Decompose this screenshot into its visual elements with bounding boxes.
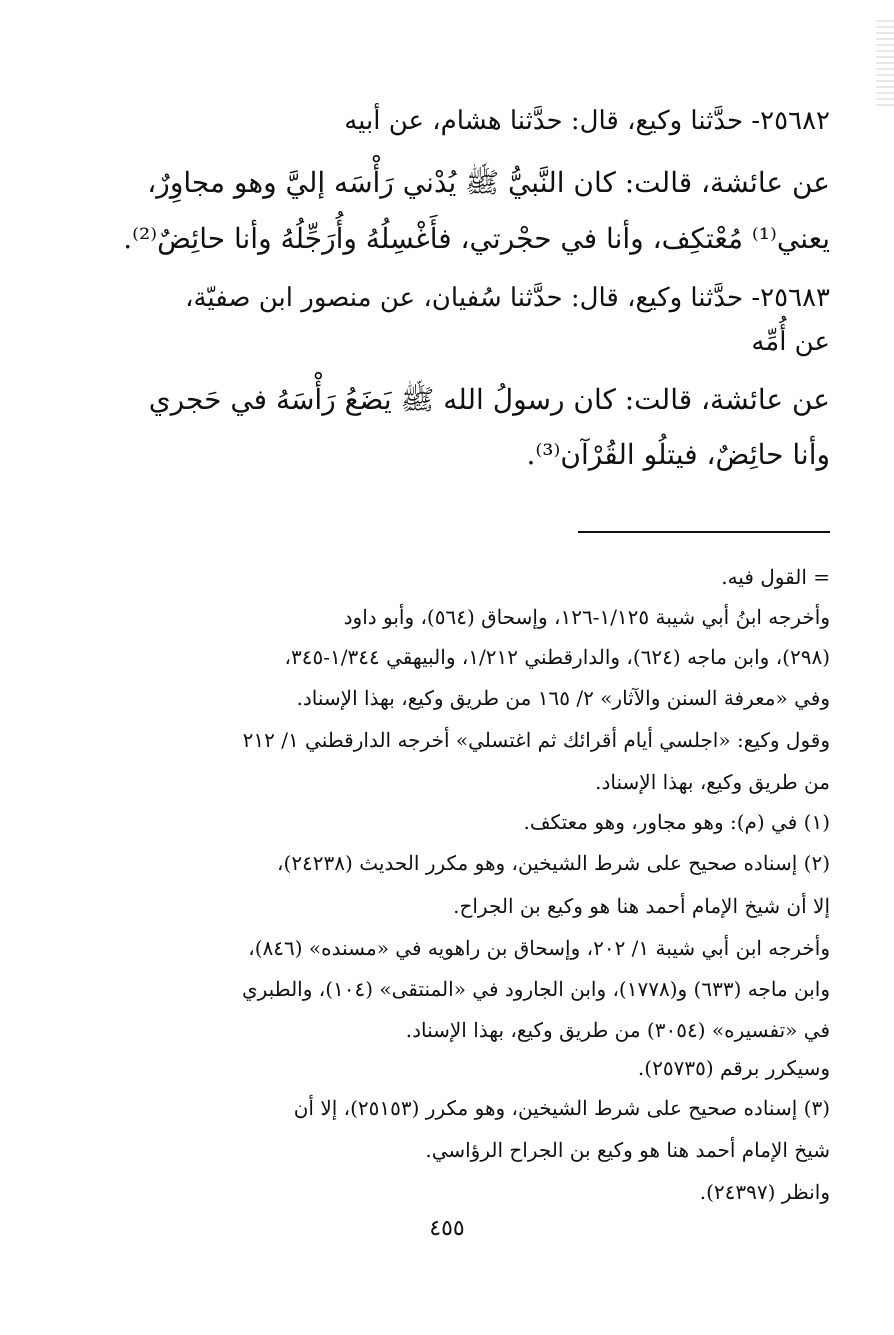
page-number: ٤٥٥ [429, 1216, 465, 1241]
hadith-25683-isnad-continued: عن أُمِّه [751, 327, 830, 357]
footnote-line: في «تفسيره» (٣٠٥٤) من طريق وكيع، بهذا الإسناد. [405, 1018, 830, 1042]
footnote-line: وفي «معرفة السنن والآثار» ٢/ ١٦٥ من طريق وكيع، بهذا الإسناد. [296, 686, 830, 710]
hadith-25682-isnad: ٢٥٦٨٢- حدَّثنا وكيع، قال: حدَّثنا هشام، عن أبيه [344, 106, 830, 136]
footnote-line: = القول فيه. [721, 565, 830, 589]
footnote-line: وأخرجه ابنُ أبي شيبة ١/١٢٥-١٢٦، وإسحاق (٥٦٤)، وأبو داود [343, 605, 830, 629]
footnote-line: من طريق وكيع، بهذا الإسناد. [595, 770, 830, 794]
footnote-line: (٢٩٨)، وابن ماجه (٦٢٤)، والدارقطني ١/٢١٢، والبيهقي ١/٣٤٤-٣٤٥، [284, 645, 830, 669]
footnote-divider [578, 531, 830, 533]
footnote-line: وابن ماجه (٦٣٣) و(١٧٧٨)، وابن الجارود في «المنتقى» (١٠٤)، والطبري [241, 977, 830, 1001]
footnote-line: (٣) إسناده صحيح على شرط الشيخين، وهو مكرر (٢٥١٥٣)، إلا أن [293, 1096, 830, 1120]
footnote-line: (٢) إسناده صحيح على شرط الشيخين، وهو مكرر الحديث (٢٤٢٣٨)، [277, 851, 830, 875]
hadith-25683-matn-line-2: وأنا حائِضٌ، فيتلُو القُرْآن⁽³⁾. [526, 438, 830, 471]
hadith-25683-matn-line-1: عن عائشة، قالت: كان رسولُ الله ﷺ يَضَعُ رَأْسَهُ في حَجري [148, 383, 830, 416]
footnote-line: وأخرجه ابن أبي شيبة ١/ ٢٠٢، وإسحاق بن راهويه في «مسنده» (٨٤٦)، [248, 936, 830, 960]
footnote-line: وانظر (٢٤٣٩٧). [699, 1180, 830, 1204]
hadith-25682-matn-line-2: يعني⁽¹⁾ مُعْتكِف، وأنا في حجْرتي، فأَغْسِلُهُ وأُرَجِّلُهُ وأنا حائِضٌ⁽²⁾. [123, 222, 830, 255]
footnote-line: إلا أن شيخ الإمام أحمد هنا هو وكيع بن الجراح. [453, 894, 830, 918]
footnote-line: وسيكرر برقم (٢٥٧٣٥). [637, 1056, 830, 1080]
hadith-25682-matn-line-1: عن عائشة، قالت: كان النَّبيُّ ﷺ يُدْني رَأْسَه إليَّ وهو مجاوِرٌ، [147, 166, 830, 199]
footnote-line: وقول وكيع: «اجلسي أيام أقرائك ثم اغتسلي» أخرجه الدارقطني ١/ ٢١٢ [242, 728, 830, 752]
scan-edge-mark [876, 20, 894, 110]
hadith-25683-isnad: ٢٥٦٨٣- حدَّثنا وكيع، قال: حدَّثنا سُفيان، عن منصور ابن صفيّة، [185, 283, 830, 313]
footnote-line: شيخ الإمام أحمد هنا هو وكيع بن الجراح الرؤاسي. [425, 1138, 830, 1162]
footnote-line: (١) في (م): وهو مجاور، وهو معتكف. [523, 810, 830, 834]
